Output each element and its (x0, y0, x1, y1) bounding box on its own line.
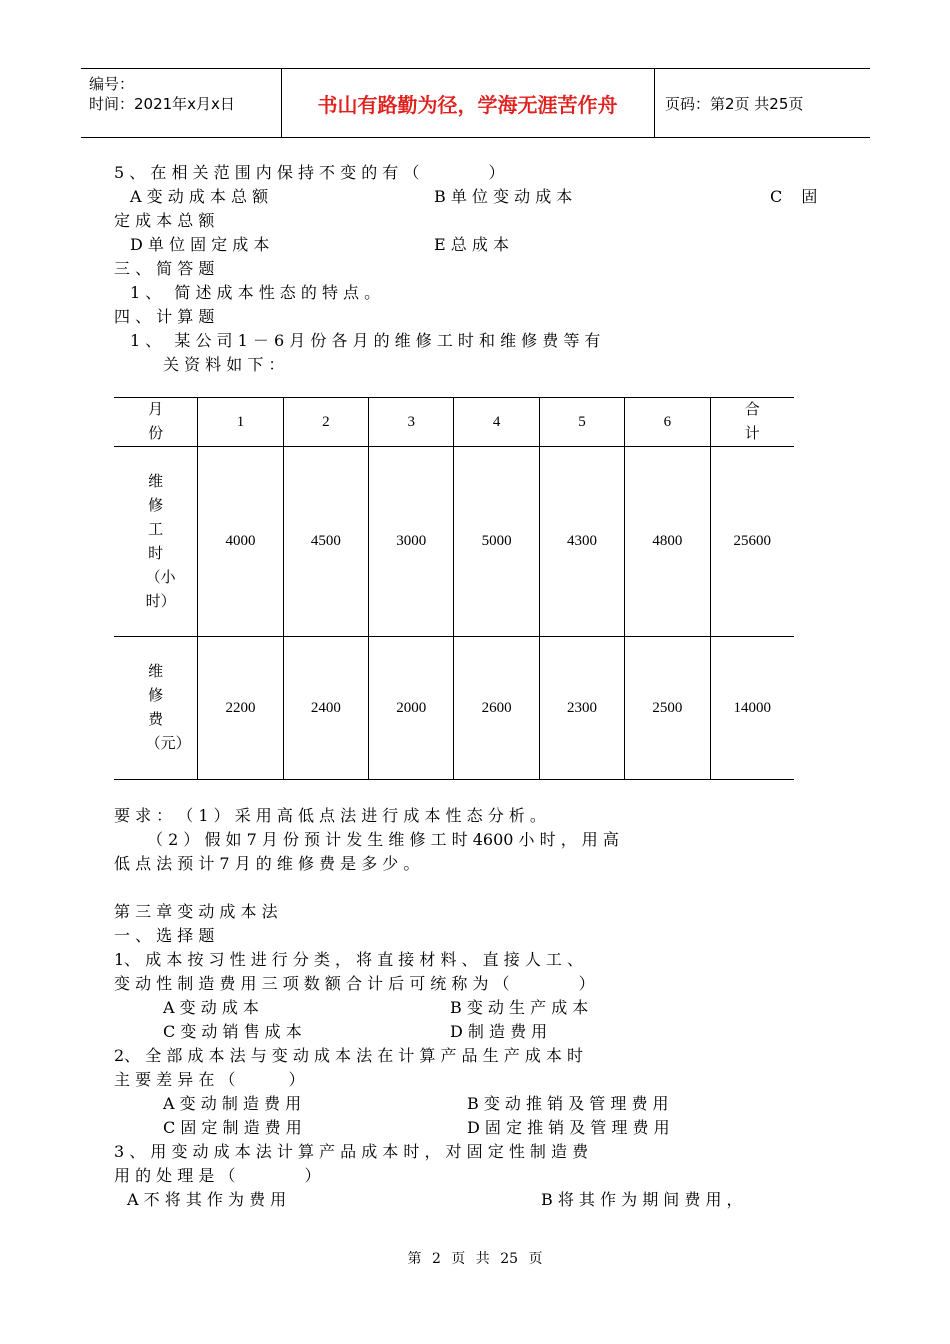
section-3-q1: 1 、 简 述 成 本 性 态 的 特 点 。 (130, 283, 381, 302)
ch3-q2-option-d: D 固 定 推 销 及 管 理 费 用 (467, 1118, 670, 1137)
ch3-q3-option-a: A 不 将 其 作 为 费 用 (127, 1190, 287, 1209)
table-cell: 2500 (625, 637, 710, 780)
ch3-q2-option-c: C 固 定 制 造 费 用 (163, 1118, 302, 1137)
header-cell-total: 合计 (744, 402, 760, 442)
chapter-3-section-1: 一 、 选 择 题 (114, 926, 215, 945)
section-4-q1: 1 、 某 公 司 1 － 6 月 份 各 月 的 维 修 工 时 和 维 修 费 等 有 (130, 331, 601, 350)
header-cell: 4 (454, 398, 539, 447)
header-cell: 3 (369, 398, 454, 447)
row-label-hours: 维修工时（小时） (145, 473, 176, 610)
table-cell: 2000 (369, 637, 454, 780)
table-row (114, 447, 794, 637)
motto: 书山有路勤为径，学海无涯苦作舟 (317, 92, 618, 117)
table-cell: 2200 (198, 637, 283, 780)
q5-text: 5 、 在 相 关 范 围 内 保 持 不 变 的 有 （ ） (114, 163, 505, 182)
time-label: 时间：2021年x月x日 (89, 95, 235, 113)
table-cell: 14000 (710, 637, 794, 780)
page-code: 页码：第2页 共25页 (665, 94, 804, 113)
header-cell: 2 (283, 398, 368, 447)
page-header (81, 68, 870, 138)
serial-label: 编号： (89, 75, 135, 93)
table-header-row (114, 398, 794, 447)
ch3-q1-option-c: C 变 动 销 售 成 本 (163, 1022, 302, 1041)
requirement-2-cont: 低 点 法 预 计 7 月 的 维 修 费 是 多 少 。 (114, 854, 420, 873)
header-motto-cell (281, 69, 655, 137)
ch3-q2-cont: 主 要 差 异 在 （ ） (114, 1070, 305, 1089)
ch3-q2-option-b: B 变 动 推 销 及 管 理 费 用 (467, 1094, 669, 1113)
q5-option-c-cont: 定 成 本 总 额 (114, 211, 215, 230)
ch3-q1-option-a: A 变 动 成 本 (163, 998, 259, 1017)
table-cell: 2300 (539, 637, 624, 780)
section-4-heading: 四 、 计 算 题 (114, 307, 215, 326)
table-cell: 25600 (710, 447, 794, 637)
ch3-q2: 2、 全 部 成 本 法 与 变 动 成 本 法 在 计 算 产 品 生 产 成 本 时 (114, 1046, 583, 1065)
row-label-cost: 维修费（元） (145, 664, 191, 752)
table-cell: 5000 (454, 447, 539, 637)
q5-option-c: C 固 (770, 187, 818, 206)
q5-option-b: B 单 位 变 动 成 本 (434, 187, 573, 206)
header-cell-month: 月份 (148, 402, 164, 442)
q5-option-a: A 变 动 成 本 总 额 (130, 187, 269, 206)
table-cell: 4000 (198, 447, 283, 637)
requirement-1: 要 求 ： （ 1 ） 采 用 高 低 点 法 进 行 成 本 性 态 分 析 。 (114, 806, 546, 825)
ch3-q1-option-b: B 变 动 生 产 成 本 (450, 998, 589, 1017)
page-footer: 第 2 页 共 25 页 (407, 1251, 543, 1267)
table-cell: 4800 (625, 447, 710, 637)
q5-option-e: E 总 成 本 (434, 235, 509, 254)
repair-data-table (114, 397, 794, 780)
ch3-q2-option-a: A 变 动 制 造 费 用 (163, 1094, 302, 1113)
table-row (114, 637, 794, 780)
header-cell: 1 (198, 398, 283, 447)
requirement-2: （ 2 ） 假 如 7 月 份 预 计 发 生 维 修 工 时 4600 小 时 ， 用 高 (147, 830, 619, 849)
table-cell: 3000 (369, 447, 454, 637)
chapter-3-title: 第 三 章 变 动 成 本 法 (114, 902, 278, 921)
table-cell: 4300 (539, 447, 624, 637)
header-cell: 5 (539, 398, 624, 447)
ch3-q1-option-d: D 制 造 费 用 (450, 1022, 548, 1041)
section-3-heading: 三 、 简 答 题 (114, 259, 215, 278)
header-cell: 6 (625, 398, 710, 447)
ch3-q3-cont: 用 的 处 理 是 （ ） (114, 1166, 321, 1185)
ch3-q1-cont: 变 动 性 制 造 费 用 三 项 数 额 合 计 后 可 统 称 为 （ ） (114, 974, 595, 993)
table-cell: 2600 (454, 637, 539, 780)
ch3-q3: 3 、 用 变 动 成 本 法 计 算 产 品 成 本 时 ， 对 固 定 性 制 造 费 (114, 1142, 589, 1161)
table-cell: 2400 (283, 637, 368, 780)
table-cell: 4500 (283, 447, 368, 637)
ch3-q3-option-b: B 将 其 作 为 期 间 费 用 ， (541, 1190, 743, 1209)
ch3-q1: 1、 成 本 按 习 性 进 行 分 类 ， 将 直 接 材 料 、 直 接 人 工 、 (114, 950, 583, 969)
q5-option-d: D 单 位 固 定 成 本 (130, 235, 270, 254)
section-4-q1-cont: 关 资 料 如 下 ： (163, 355, 285, 374)
header-meta (81, 69, 282, 137)
